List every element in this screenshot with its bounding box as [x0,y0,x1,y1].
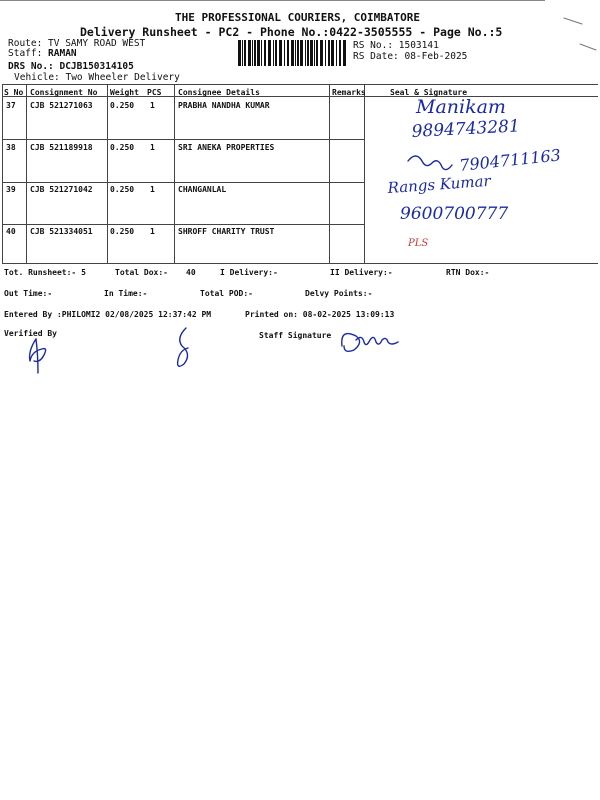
handwritten-row37-phone: 9894743281 [411,116,521,142]
drs-label: DRS No.: [8,61,60,72]
barcode-bar [300,40,303,66]
barcode-bar [254,40,256,66]
cell-weight: 0.250 [110,101,135,110]
cell-consignment: CJB 521334051 [30,227,93,236]
barcode-bar [314,40,315,66]
barcode-bar [248,40,251,66]
row-divider [2,139,364,140]
barcode-bar [268,40,271,66]
col-header-pcs: PCS [147,88,162,97]
barcode-bar [291,40,294,66]
ii-delivery: II Delivery:- [330,268,393,277]
barcode [237,40,347,66]
cell-sno: 38 [6,143,16,152]
barcode-bar [257,40,260,66]
cell-consignee: SHROFF CHARITY TRUST [178,227,275,236]
barcode-bar [273,40,274,66]
drs-no [8,61,134,72]
col-line [2,84,3,263]
col-line [364,84,365,263]
handwritten-row37-name: Manikam [416,96,506,118]
scan-edge-line [0,0,545,1]
handwritten-row39-phone: 9600700777 [400,204,509,224]
cell-weight: 0.250 [110,227,135,236]
cell-consignment: CJB 521271063 [30,101,93,110]
barcode-bar [252,40,253,66]
verified-by-signature [22,337,62,377]
cell-consignee: PRABHA NANDHA KUMAR [178,101,270,110]
table-top-line [2,84,598,85]
barcode-bar [320,40,323,66]
barcode-bar [328,40,330,66]
barcode-bar [279,40,282,66]
scan-marks [560,10,600,60]
col-header-remarks: Remarks [332,88,366,97]
staff-name: RAMAN [48,48,77,59]
rtn-dox: RTN Dox:- [446,268,490,277]
barcode-bar [310,40,313,66]
barcode-bar [325,40,326,66]
staff-signature-image [336,326,426,354]
barcode-bar [242,40,243,66]
row-divider [2,182,364,183]
company-title: THE PROFESSIONAL COURIERS, COIMBATORE [175,11,421,24]
total-dox-value: 40 [186,268,196,277]
barcode-bar [238,40,241,66]
delvy-points: Delvy Points:- [305,289,373,298]
in-time: In Time:- [104,289,148,298]
staff-label: Staff: [8,48,49,59]
barcode-bar [316,40,318,66]
cell-sno: 40 [6,227,16,236]
tot-runsheet: Tot. Runsheet:- 5 [4,268,86,277]
barcode-bar [305,40,306,66]
handwritten-row38-phone: 7904711163 [458,145,562,175]
printed-on: Printed on: 08-02-2025 13:09:13 [245,310,395,319]
verified-by-label: Verified By [4,329,57,338]
col-header-sno: S No [4,88,24,97]
barcode-bar [261,40,262,66]
cell-pcs: 1 [150,185,155,194]
barcode-bar [287,40,289,66]
handwritten-row39-name: Rangs Kumar [387,171,492,197]
cell-consignment: CJB 521189918 [30,143,93,152]
staff [8,48,77,59]
cell-pcs: 1 [150,101,155,110]
cell-pcs: 1 [150,143,155,152]
barcode-bar [336,40,337,66]
cell-pcs: 1 [150,227,155,236]
barcode-bar [244,40,246,66]
barcode-bar [295,40,296,66]
total-dox-label: Total Dox:- [115,268,168,277]
handwritten-row40-mark: PLS [408,238,429,249]
entered-by: Entered By :PHILOMI2 02/08/2025 12:37:42 PM [4,310,212,319]
verifier-initial-signature [172,326,202,370]
cell-sno: 37 [6,101,16,110]
col-header-seal: Seal & Signature [390,88,468,97]
cell-sno: 39 [6,185,16,194]
barcode-bar [331,40,334,66]
col-header-consignment: Consignment No [30,88,98,97]
runsheet-subtitle: Delivery Runsheet - PC2 - Phone No.:0422-3505555 - Page No.:5 [80,25,503,39]
barcode-bar [307,40,309,66]
drs-value: DCJB150314105 [59,61,134,72]
cell-consignee: CHANGANLAL [178,185,227,194]
rs-date: RS Date: 08-Feb-2025 [353,51,468,62]
col-line [26,84,27,263]
rs-no: RS No.: 1503141 [353,40,439,51]
col-header-weight: Weight [110,88,139,97]
cell-weight: 0.250 [110,143,135,152]
barcode-bar [297,40,299,66]
row-divider [2,224,364,225]
staff-signature-label: Staff Signature [259,331,332,340]
cell-weight: 0.250 [110,185,135,194]
col-line [174,84,175,263]
i-delivery: I Delivery:- [220,268,278,277]
cell-consignee: SRI ANEKA PROPERTIES [178,143,275,152]
out-time: Out Time:- [4,289,53,298]
handwritten-signatures [378,95,598,265]
col-header-consignee: Consignee Details [178,88,260,97]
cell-consignment: CJB 521271042 [30,185,93,194]
barcode-bar [284,40,285,66]
route: Route: TV SAMY ROAD WEST [8,38,146,49]
col-line [107,84,108,263]
barcode-bar [275,40,277,66]
barcode-bar [339,40,341,66]
barcode-bar [343,40,346,66]
col-line [329,84,330,263]
total-pod: Total POD:- [200,289,253,298]
barcode-bar [264,40,266,66]
vehicle: Vehicle: Two Wheeler Delivery [14,72,180,83]
signature-scribble-row38 [408,156,452,170]
